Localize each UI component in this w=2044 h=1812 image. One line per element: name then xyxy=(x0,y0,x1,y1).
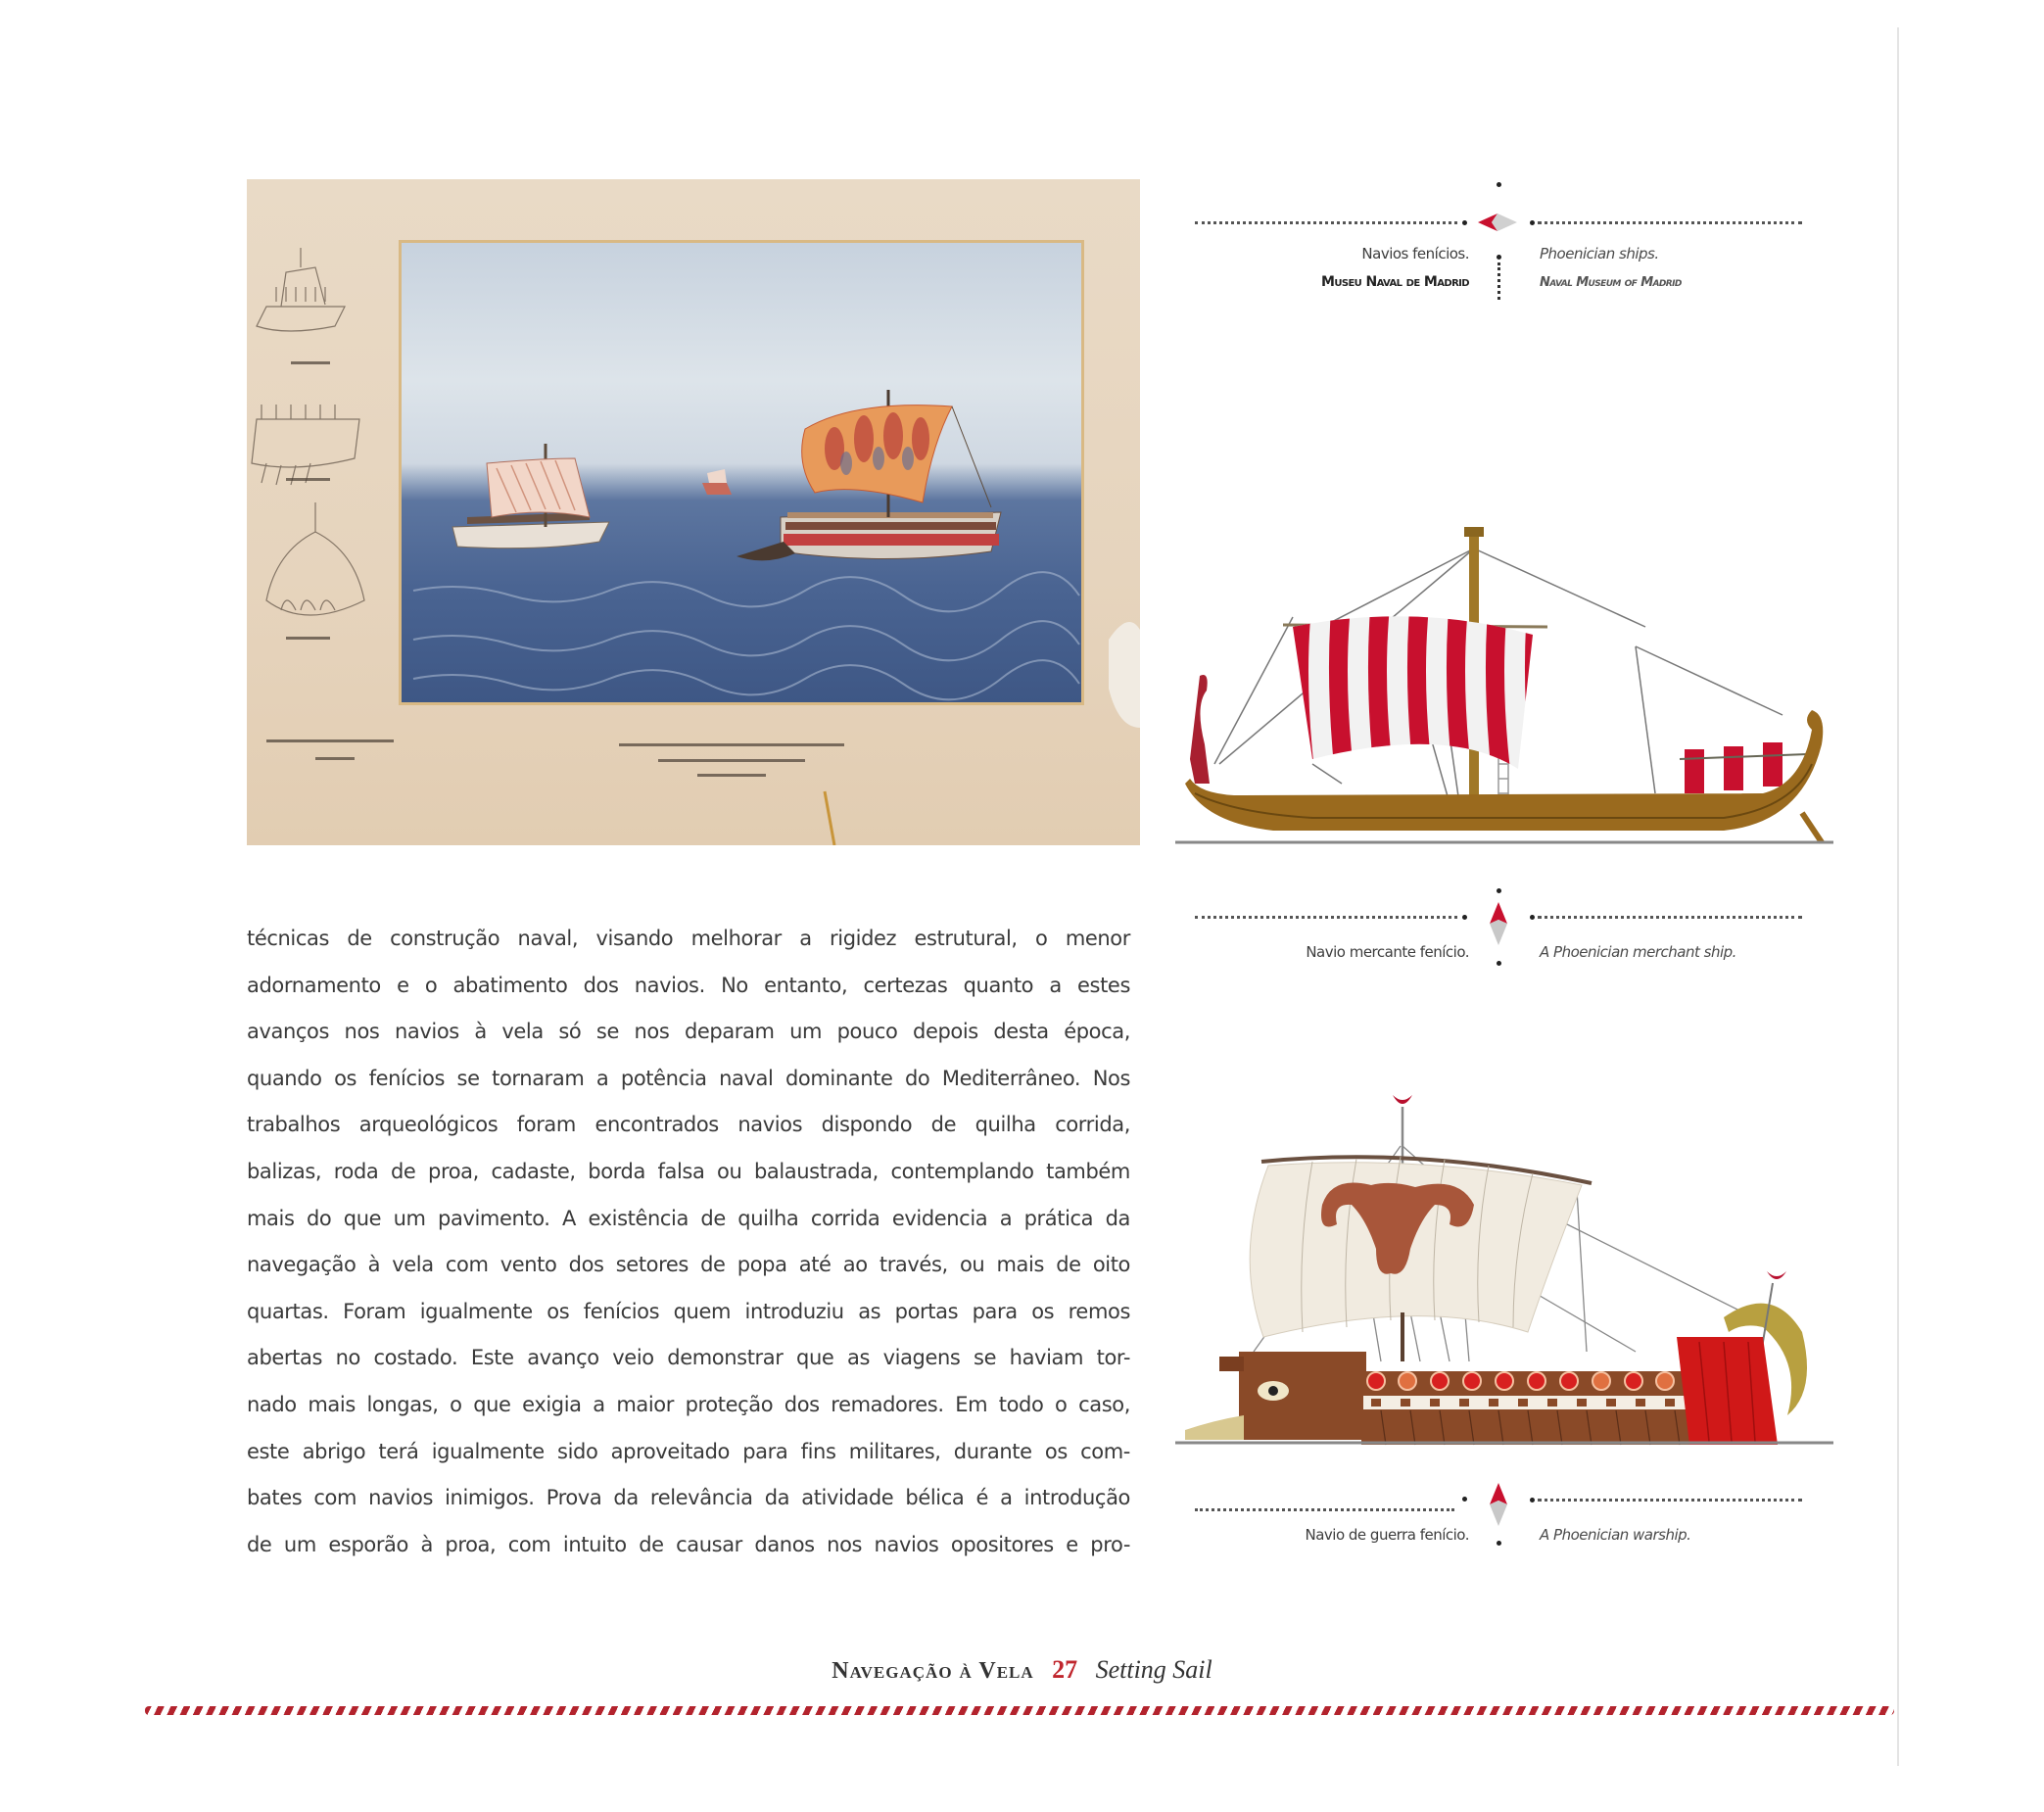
marker-dot xyxy=(1462,1497,1467,1502)
compass-arrow-up-icon xyxy=(1488,1481,1509,1528)
marker-dot xyxy=(1530,915,1535,920)
page-footer xyxy=(0,1655,2044,1685)
body-line: este abrigo terá igualmente sido aproveitado para fins militares, durante os com- xyxy=(247,1439,1130,1463)
compass-arrow-up-icon xyxy=(1488,900,1509,947)
marker-dot xyxy=(1462,220,1467,225)
page-number: 27 xyxy=(1052,1655,1078,1684)
caption-pt: Navio mercante fenício. xyxy=(1306,943,1469,961)
dotted-rule-right xyxy=(1538,1499,1802,1502)
compass-arrow-left-icon xyxy=(1476,212,1519,233)
body-line: balizas, roda de proa, cadaste, borda falsa ou balaustrada, contemplando também xyxy=(247,1159,1130,1183)
running-title-pt: Navegação à Vela xyxy=(832,1658,1034,1684)
credit-en: Naval Museum of Madrid xyxy=(1540,275,1682,290)
body-line: nado mais longas, o que exigia a maior proteção dos remadores. Em todo o caso, xyxy=(247,1392,1130,1416)
warship-illustration xyxy=(1175,1077,1841,1450)
credit-pt: Museu Naval de Madrid xyxy=(1320,274,1469,290)
marker-dot xyxy=(1530,1498,1535,1502)
caption-merchant-ship xyxy=(1195,886,1802,975)
body-line: avanços nos navios à vela só se nos deparam um pouco depois desta época, xyxy=(247,1020,1130,1044)
caption-en: Phoenician ships. xyxy=(1540,245,1659,262)
body-line: quartas. Foram igualmente os fenícios quem introduziu as portas para os remos xyxy=(247,1299,1130,1323)
merchant-ship-illustration xyxy=(1175,519,1841,852)
dotted-rule-right xyxy=(1538,916,1802,919)
dotted-rule-left xyxy=(1195,1508,1454,1511)
body-line: mais do que um pavimento. A existência de quilha corrida evidencia a prática da xyxy=(247,1206,1130,1230)
dotted-rule-right xyxy=(1538,221,1802,224)
body-line: trabalhos arqueológicos foram encontrados navios dispondo de quilha corrida, xyxy=(247,1113,1130,1137)
marker-dot xyxy=(1497,1541,1501,1546)
marker-dot xyxy=(1497,888,1501,893)
caption-warship xyxy=(1195,1469,1802,1557)
vertical-dotted-rule xyxy=(1497,262,1500,300)
body-line: abertas no costado. Este avanço veio demonstrar que as viagens se haviam tor- xyxy=(247,1346,1130,1370)
marker-dot xyxy=(1497,182,1501,187)
caption-pt: Navio de guerra fenício. xyxy=(1305,1526,1469,1544)
marker-dot xyxy=(1497,255,1501,260)
marker-dot xyxy=(1462,915,1467,920)
body-line: navegação à vela com vento dos setores de popa até ao través, ou mais de oito xyxy=(247,1253,1130,1277)
body-text xyxy=(247,916,1130,1568)
body-line: técnicas de construção naval, visando melhorar a rigidez estrutural, o menor xyxy=(247,927,1130,950)
caption-en: A Phoenician merchant ship. xyxy=(1540,943,1736,961)
body-line: bates com navios inimigos. Prova da relevância da atividade bélica é a introdução xyxy=(247,1486,1130,1510)
caption-en: A Phoenician warship. xyxy=(1540,1526,1691,1544)
body-line: quando os fenícios se tornaram a potência naval dominante do Mediterrâneo. Nos xyxy=(247,1066,1130,1090)
body-line: de um esporão à proa, com intuito de causar danos nos navios opositores e pro- xyxy=(247,1532,1130,1556)
body-line: adornamento e o abatimento dos navios. No entanto, certezas quanto a estes xyxy=(247,973,1130,997)
marker-dot xyxy=(1497,961,1501,966)
painting-image xyxy=(247,179,1140,845)
dotted-rule-left xyxy=(1195,221,1457,224)
marker-dot xyxy=(1530,220,1535,225)
painting-illustration xyxy=(247,179,1140,845)
dotted-rule-left xyxy=(1195,916,1457,919)
page-edge xyxy=(1897,27,1899,1766)
caption-pt: Navios fenícios. xyxy=(1361,245,1469,262)
rope-divider xyxy=(145,1706,1894,1715)
caption-phoenician-ships xyxy=(1195,176,1802,304)
running-title-en: Setting Sail xyxy=(1095,1655,1212,1684)
